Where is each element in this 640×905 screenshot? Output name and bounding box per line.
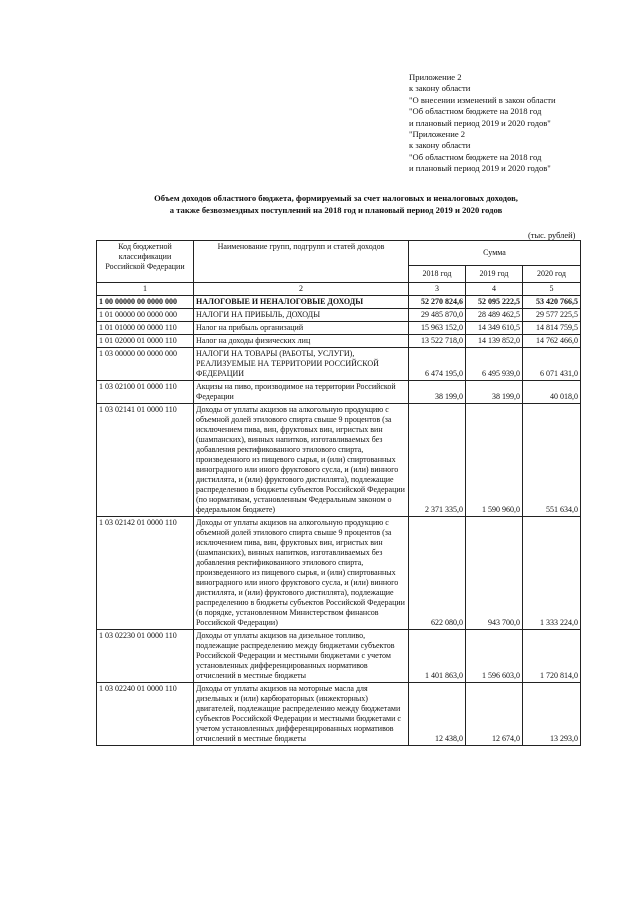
value-2018: 38 199,0 bbox=[409, 381, 466, 404]
column-number: 2 bbox=[194, 283, 409, 296]
row-name: НАЛОГОВЫЕ И НЕНАЛОГОВЫЕ ДОХОДЫ bbox=[194, 296, 409, 309]
appendix-line: "Приложение 2 bbox=[409, 129, 466, 140]
header-sum: Сумма bbox=[409, 241, 581, 266]
value-2018: 12 438,0 bbox=[409, 683, 466, 746]
row-name: Акцизы на пиво, производимое на территории Российской Федерации bbox=[194, 381, 409, 404]
value-2019: 943 700,0 bbox=[466, 517, 523, 630]
row-code: 1 03 02100 01 0000 110 bbox=[97, 381, 194, 404]
title-line-2: а также безвозмездных поступлений на 2018 год и плановый период 2019 и 2020 годов bbox=[169, 205, 503, 215]
appendix-line: и плановый период 2019 и 2020 годов" bbox=[409, 163, 551, 174]
title-line-1: Объем доходов областного бюджета, формируемый за счет налоговых и неналоговых доходов, bbox=[154, 193, 518, 203]
value-2019: 14 139 852,0 bbox=[466, 335, 523, 348]
value-2020: 14 762 466,0 bbox=[523, 335, 581, 348]
row-name: Налог на доходы физических лиц bbox=[194, 335, 409, 348]
appendix-line: к закону области bbox=[409, 83, 471, 94]
table-row bbox=[97, 296, 581, 309]
value-2020: 53 420 766,5 bbox=[523, 296, 581, 309]
value-2018: 1 401 863,0 bbox=[409, 630, 466, 683]
appendix-line: к закону области bbox=[409, 140, 471, 151]
value-2020: 13 293,0 bbox=[523, 683, 581, 746]
table-row bbox=[97, 404, 581, 517]
value-2018: 13 522 718,0 bbox=[409, 335, 466, 348]
table-row bbox=[97, 309, 581, 322]
row-code: 1 03 02240 01 0000 110 bbox=[97, 683, 194, 746]
row-name: НАЛОГИ НА ПРИБЫЛЬ, ДОХОДЫ bbox=[194, 309, 409, 322]
value-2019: 1 596 603,0 bbox=[466, 630, 523, 683]
table-row bbox=[97, 683, 581, 746]
value-2019: 1 590 960,0 bbox=[466, 404, 523, 517]
column-number: 4 bbox=[466, 283, 523, 296]
value-2018: 2 371 335,0 bbox=[409, 404, 466, 517]
value-2019: 28 489 462,5 bbox=[466, 309, 523, 322]
appendix-line: "Об областном бюджете на 2018 год bbox=[409, 106, 542, 117]
value-2020: 40 018,0 bbox=[523, 381, 581, 404]
row-code: 1 00 00000 00 0000 000 bbox=[97, 296, 194, 309]
header-code: Код бюджетной классификации Российской Федерации bbox=[97, 241, 194, 283]
row-code: 1 03 02230 01 0000 110 bbox=[97, 630, 194, 683]
column-number: 3 bbox=[409, 283, 466, 296]
row-name: Доходы от уплаты акцизов на алкогольную продукцию с объемной долей этилового спирта свыше 9 процентов (за исключением пива, вин, фруктовых вин, игристых вин (шампанских), винных напитков, изготавливаемых без добавления ректификованного этилового спирта, произведенного из пищевого сырья, и (или) спиртованных виноградного или иного фруктового сусла, и (или) винного дистиллята, и (или) фруктового дистиллята), подлежащие распределению в бюджеты субъектов Российской Федерации (в порядке, установленном Министерством финансов Российской Федерации) bbox=[194, 517, 409, 630]
table-row bbox=[97, 517, 581, 630]
value-2019: 52 095 222,5 bbox=[466, 296, 523, 309]
appendix-line: и плановый период 2019 и 2020 годов" bbox=[409, 117, 551, 128]
row-code: 1 03 00000 00 0000 000 bbox=[97, 348, 194, 381]
column-number: 1 bbox=[97, 283, 194, 296]
value-2018: 15 963 152,0 bbox=[409, 322, 466, 335]
column-number: 5 bbox=[523, 283, 581, 296]
appendix-block bbox=[409, 72, 556, 175]
value-2020: 6 071 431,0 bbox=[523, 348, 581, 381]
value-2020: 29 577 225,5 bbox=[523, 309, 581, 322]
row-code: 1 03 02142 01 0000 110 bbox=[97, 517, 194, 630]
header-2018: 2018 год bbox=[409, 266, 466, 283]
value-2020: 14 814 759,5 bbox=[523, 322, 581, 335]
appendix-line: "О внесении изменений в закон области bbox=[409, 94, 556, 105]
value-2019: 14 349 610,5 bbox=[466, 322, 523, 335]
value-2018: 622 080,0 bbox=[409, 517, 466, 630]
value-2018: 29 485 870,0 bbox=[409, 309, 466, 322]
header-name: Наименование групп, подгрупп и статей доходов bbox=[194, 241, 409, 283]
table-row bbox=[97, 348, 581, 381]
value-2019: 12 674,0 bbox=[466, 683, 523, 746]
value-2018: 52 270 824,6 bbox=[409, 296, 466, 309]
appendix-line: "Об областном бюджете на 2018 год bbox=[409, 151, 542, 162]
row-code: 1 01 02000 01 0000 110 bbox=[97, 335, 194, 348]
units-label: (тыс. рублей) bbox=[528, 231, 576, 240]
row-code: 1 03 02141 01 0000 110 bbox=[97, 404, 194, 517]
header-2020: 2020 год bbox=[523, 266, 581, 283]
value-2020: 551 634,0 bbox=[523, 404, 581, 517]
appendix-line: Приложение 2 bbox=[409, 72, 462, 82]
table-row bbox=[97, 335, 581, 348]
document-title bbox=[96, 192, 576, 216]
value-2019: 38 199,0 bbox=[466, 381, 523, 404]
table-row bbox=[97, 630, 581, 683]
table-row bbox=[97, 322, 581, 335]
row-name: Доходы от уплаты акцизов на моторные масла для дизельных и (или) карбюраторных (инжекторных) двигателей, подлежащие распределению между бюджетами субъектов Российской Федерации и местными бюджетами с учетом установленных дифференцированных нормативов отчислений в местные бюджеты bbox=[194, 683, 409, 746]
value-2020: 1 720 814,0 bbox=[523, 630, 581, 683]
header-2019: 2019 год bbox=[466, 266, 523, 283]
row-name: Доходы от уплаты акцизов на дизельное топливо, подлежащие распределению между бюджетами субъектов Российской Федерации и местными бюджетами с учетом установленных дифференцированных нормативов отчислений в местные бюджеты bbox=[194, 630, 409, 683]
table-row bbox=[97, 381, 581, 404]
row-name: Доходы от уплаты акцизов на алкогольную продукцию с объемной долей этилового спирта свыше 9 процентов (за исключением пива, вин, фруктовых вин, игристых вин (шампанских), винных напитков, изготавливаемых без добавления ректификованного этилового спирта, произведенного из пищевого сырья, и (или) спиртованных виноградного или иного фруктового сусла, и (или) винного дистиллята, и (или) фруктового дистиллята), подлежащие распределению в бюджеты субъектов Российской Федерации (по нормативам, установленным Федеральным законом о федеральном бюджете) bbox=[194, 404, 409, 517]
value-2019: 6 495 939,0 bbox=[466, 348, 523, 381]
row-code: 1 01 01000 00 0000 110 bbox=[97, 322, 194, 335]
value-2020: 1 333 224,0 bbox=[523, 517, 581, 630]
value-2018: 6 474 195,0 bbox=[409, 348, 466, 381]
row-code: 1 01 00000 00 0000 000 bbox=[97, 309, 194, 322]
revenue-table bbox=[96, 240, 581, 746]
row-name: Налог на прибыль организаций bbox=[194, 322, 409, 335]
row-name: НАЛОГИ НА ТОВАРЫ (РАБОТЫ, УСЛУГИ), РЕАЛИЗУЕМЫЕ НА ТЕРРИТОРИИ РОССИЙСКОЙ ФЕДЕРАЦИИ bbox=[194, 348, 409, 381]
